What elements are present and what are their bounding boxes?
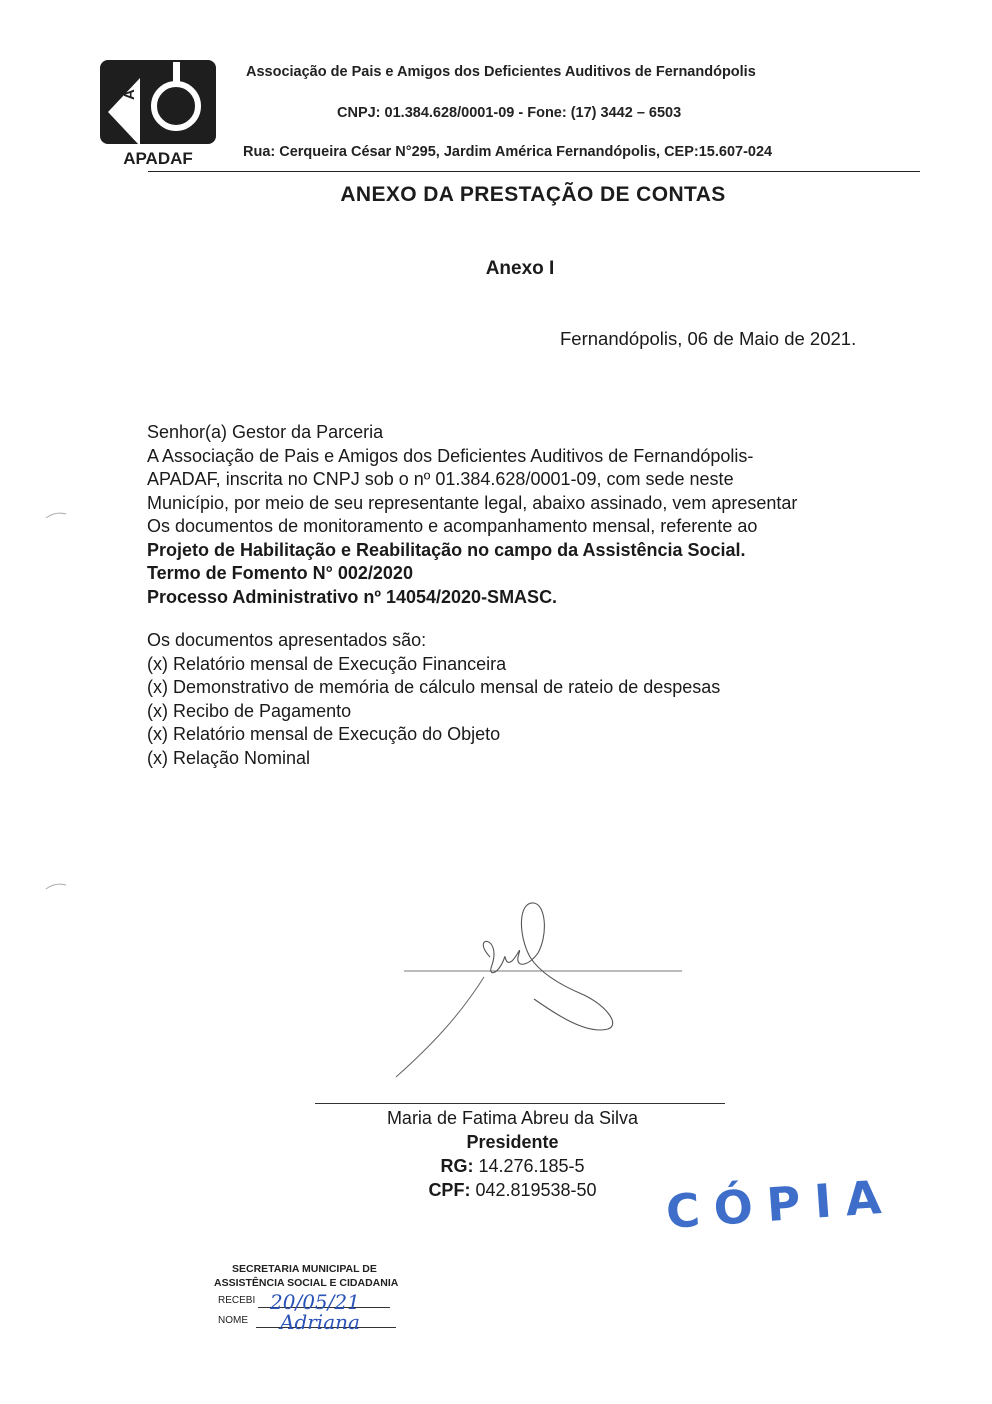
punch-mark (45, 511, 67, 519)
body-line-4: Os documentos de monitoramento e acompanhamento mensal, referente ao (147, 516, 758, 536)
body-line-2: APADAF, inscrita no CNPJ sob o nº 01.384.628/0001-09, com sede neste (147, 469, 734, 489)
signer-name: Maria de Fatima Abreu da Silva (386, 1108, 639, 1128)
stamp-name-row (214, 1310, 414, 1334)
salutation: Senhor(a) Gestor da Parceria (147, 422, 384, 442)
letter-body (147, 421, 887, 609)
stamp-line-2: ASSISTÊNCIA SOCIAL E CIDADANIA (214, 1277, 399, 1289)
documents-intro: Os documentos apresentados são: (147, 630, 427, 650)
list-item: (x) Recibo de Pagamento (147, 700, 352, 721)
receiver-name: Adriana (280, 1310, 360, 1334)
signer-cpf (300, 1178, 725, 1202)
org-name: Associação de Pais e Amigos dos Deficientes Auditivos de Fernandópolis (246, 64, 756, 80)
process-number: Processo Administrativo nº 14054/2020-SMASC. (147, 586, 558, 607)
apadaf-logo (100, 60, 216, 168)
annex-title: Anexo I (485, 258, 555, 279)
signer-rg (300, 1154, 725, 1178)
copy-stamp: CÓPIA (664, 1169, 897, 1239)
body-line-3: Município, por meio de seu representante legal, abaixo assinado, vem apresentar (147, 492, 798, 513)
org-cnpj-phone: CNPJ: 01.384.628/0001-09 - Fone: (17) 3442 – 6503 (337, 105, 682, 121)
signer-role: Presidente (466, 1132, 559, 1152)
list-item: (x) Demonstrativo de memória de cálculo mensal de rateio de despesas (147, 677, 721, 697)
date-line: Fernandópolis, 06 de Maio de 2021. (560, 328, 857, 349)
cpf-label: CPF: (428, 1180, 471, 1200)
logo-letter: A (121, 89, 138, 100)
signature-line (315, 1103, 725, 1104)
document-title: ANEXO DA PRESTAÇÃO DE CONTAS (340, 183, 726, 206)
received-date: 20/05/21 (270, 1290, 360, 1314)
term-number: Termo de Fomento N° 002/2020 (147, 563, 413, 583)
body-line-1: A Associação de Pais e Amigos dos Deficientes Auditivos de Fernandópolis- (147, 445, 754, 466)
name-label: NOME (218, 1315, 248, 1326)
list-item: (x) Relatório mensal de Execução Financeira (147, 653, 507, 674)
received-label: RECEBI (218, 1295, 256, 1306)
stamp-received-row (214, 1290, 414, 1314)
signer-block (300, 1106, 725, 1202)
cpf-value: 042.819538-50 (470, 1180, 597, 1200)
stamp-line-1: SECRETARIA MUNICIPAL DE (232, 1263, 377, 1275)
handwritten-signature (372, 895, 692, 1085)
list-item: (x) Relatório mensal de Execução do Objeto (147, 724, 501, 744)
list-item: (x) Relação Nominal (147, 747, 311, 768)
rg-label: RG: (440, 1156, 474, 1176)
header-rule (148, 171, 920, 172)
project-name: Projeto de Habilitação e Reabilitação no campo da Assistência Social. (147, 539, 746, 560)
punch-mark (45, 882, 67, 890)
org-address: Rua: Cerqueira César N°295, Jardim América Fernandópolis, CEP:15.607-024 (243, 144, 773, 160)
documents-list (147, 629, 887, 770)
logo-text: APADAF (123, 149, 193, 168)
rg-value: 14.276.185-5 (473, 1156, 585, 1176)
reception-stamp (214, 1262, 414, 1334)
